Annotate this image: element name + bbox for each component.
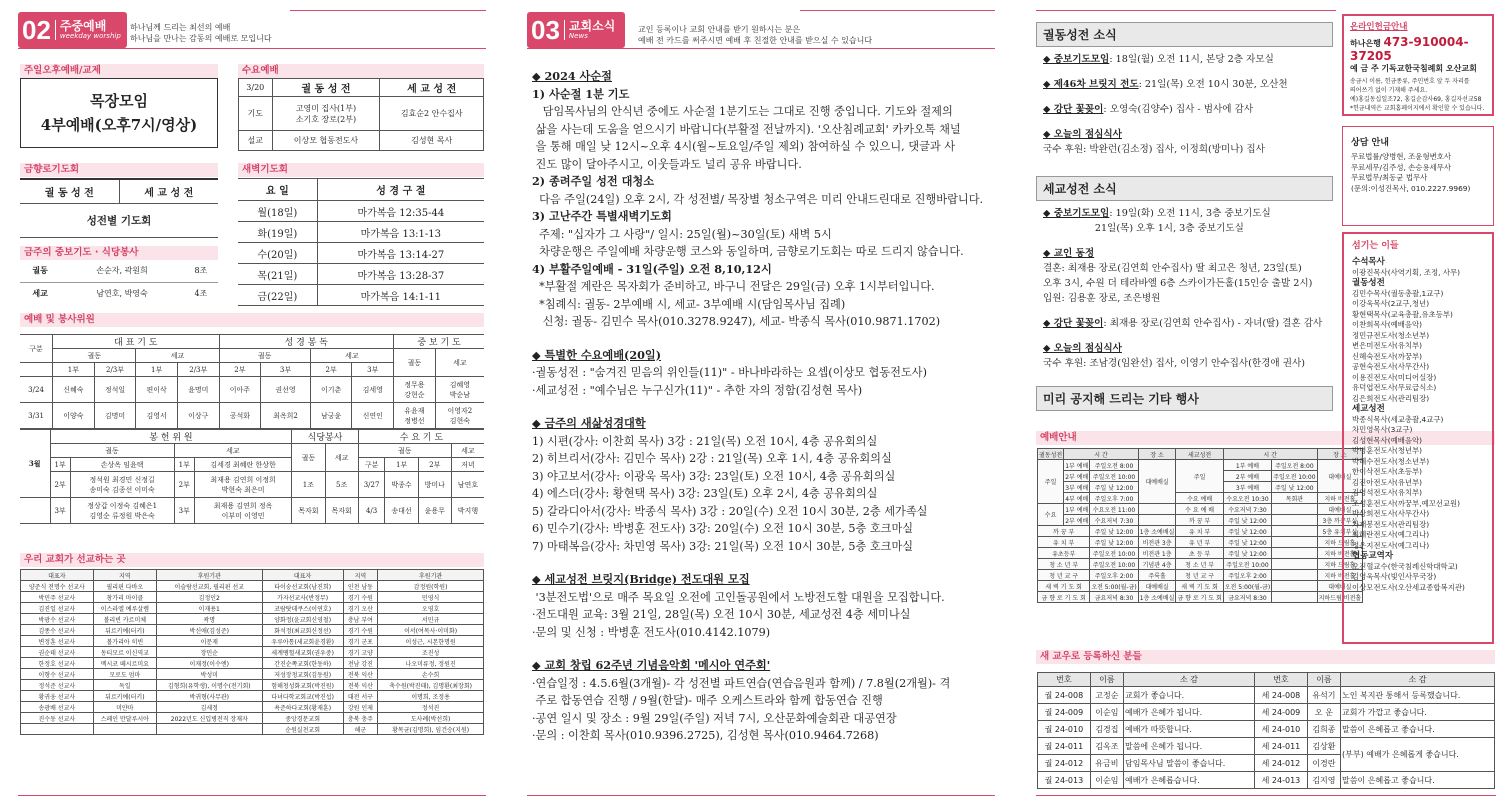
dawn-table: 요 일 성 경 구 절 월(18일) 마가복음 12:35-44 화(19일) 마가복음 13:1-13 수(20일) 마가복음 13:14-27 목(21일) 마가복음 13:28-37 금(22일) 마가복음 14:1-11 xyxy=(238,178,484,306)
section-heading: 우리 교회가 선교하는 곳 xyxy=(20,553,484,567)
dawn-passage: 마가복음 14:1-11 xyxy=(317,285,484,306)
dawn-row xyxy=(238,285,484,306)
divider xyxy=(800,10,995,11)
dawn-day: 목(21일) xyxy=(238,264,317,285)
divider xyxy=(290,10,486,11)
page-number: 02 xyxy=(22,14,51,45)
section-heading: 금향로기도회 xyxy=(20,163,218,177)
bong-table: 궐동 손순자, 곽원희 8조 세교 남연호, 박영숙 4조 xyxy=(20,260,218,304)
section-heading: 예배 및 봉사위원 xyxy=(20,313,484,327)
section-heading: 궐동성전 소식 xyxy=(1036,22,1333,47)
section-heading: 새 교우로 등록하신 분들 xyxy=(1036,650,1495,664)
dawn-row xyxy=(238,222,484,243)
divider xyxy=(1036,10,1336,11)
dawn-day: 수(20일) xyxy=(238,243,317,264)
section-heading: 금주의 중보기도 · 식당봉사 xyxy=(20,246,218,260)
dawn-day: 화(19일) xyxy=(238,222,317,243)
news-article: ◆ 2024 사순절 1) 사순절 1분 기도 담임목사님의 안식년 중에도 사순절 1분기도는 그대로 진행 중입니다. 기도와 절제의 삶을 사는데 도움을 얻으시기 바랍니다(부활절 전날까지). '오산침례교회' 카카오톡 채널 을 통해 매일 낮 12시~오후 4시(월~토요일/주일 제외) 참여하실 수 있으니, 댓글과 사 진도 많이 달아주시고, 이웃들과도 널리 공유 바랍니다. 2) 종려주일 성전 대청소 다음 주일(24일) 오후 2시, 각 성전별/ 목장별 청소구역은 미리 안내드린대로 진행바랍니다. 3) 고난주간 특별새벽기도회 주제: "십자가 그 사랑"/ 일시: 25일(월)~30일(토) 새벽 5시 차량운행은 주일예배 차량운행 코스와 동일하며, 금향로기도회는 따로 드리지 않습니다. 4) 부활주일예배 - 31일(주일) 오전 8,10,12시 *부활절 계란은 목자회가 준비하고, 바구니 전달은 29일(금) 오후 1시부터입니다. *침례식: 궐동- 2부예배 시, 세교- 3부예배 시(담임목사님 집례) 신청: 궐동- 김민수 목사(010.3278.9247), 세교- 박종식 목사(010.9871.1702) ◆ 특별한 수요예배(20일) ·궐동성전 : "숨겨진 믿음의 위인들(11)" - 바나바라하는 요셉(이상모 협동전도사) ·세교성전 : "예수님은 누구신가(11)" - 추한 자의 정함(김성현 목사) ◆ 금주의 새삶성경대학 1) 시편(강사: 이찬희 목사) 3강 : 21일(목) 오전 10시, 4층 공유회의실 2) 히브리서(강사: 김민수 목사) 2강 : 21일(목) 오후 1시, 4층 공유회의실 3) 야고보서(강사: 이광욱 목사) 3강: 23일(토) 오전 10시, 4층 공유회의실 4) 에스더(강사: 황현택 목사) 3강: 23일(토) 오후 2시, 4층 공유회의실 5) 갈라디아서(강사: 박종식 목사) 3강 : 20일(수) 오전 10시 30분, 2층 세가족실 6) 민수기(강사: 박병훈 전도사) 3강: 20일(수) 오전 10시 30분, 5층 호크마실 7) 마태복음(강사: 차민영 목사) 3강: 21일(목) 오전 10시 30분, 5층 호크마실 ◆ 세교성전 브릿지(Bridge) 전도대원 모집 '3분전도법'으로 매주 목요일 오전에 고인돌공원에서 노방전도할 대원을 모집합니다. ·전도대원 교육: 3월 21일, 28일(목) 오전 10시 30분, 세교성전 4층 세미나실 ·문의 및 신청 : 박병훈 전도사(010.4142.1079) ◆ 교회 창립 62주년 기념음악회 '메시아 연주회' ·연습일정 : 4.5.6월(3개월)- 각 성전별 파트연습(연습음원과 함께) / 7.8월(2개월)- 격 주로 합동연습 진행 / 9월(한달)- 매주 오케스트라와 함께 합동연습 진행 ·공연 일시 및 장소 : 9월 29일(주일) 저녁 7시, 오산문화예술회관 대공연장 ·문의 : 이찬희 목사(010.9396.2725), 김성현 목사(010.9464.7268) xyxy=(532,69,984,742)
page-subtitle: News xyxy=(568,31,588,40)
mission-table: 대표자 지역 후원기관 대표자 지역 후원기관 양준식 전명수 선교사 필리핀 다바오 이슬람선교회, 필리핀 선교 타이숭선교회(남진희) 인천 남동 감정원(학원) 박민주 선교사 창가리 마이클 김정인2 가자선교사(반정무) 경기 수원 민영식 김진일 선교사 이스라엘 예루살렘 이재용1 코람탓데쿠스(이연호) 경기 오산 오영호 박광수 선교사 볼리빈 카르미체 곽명 양화정(윤교회신영철) 충남 부여 서민규 김종수 선교사 뒤르키예(터키) 박신애(김성준) 화석정(최교회신정선) 경기 수원 이서(여목사·이미화) 변정훈 선교사 볼가리아 히빈 이문재 우루아통(세교회윤경환) 경기 군포 이성근, 시몬한명원 권순태 선교사 동티모르 이신역교 장민순 세계땡헐새교회(권우중) 경기 고양 조진성 한정호 선교사 멕시코 떼시르미요 이재정(이수엔) 간진순쪽교회(한동하) 전남 강진 나오미류정, 정원진 이형수 선교사 모로도 엄마 박성미 저성장청교회(김동원) 전북 익산 손수희 정석준 선교사 독일 김형희(유학생), 이명수(전기회) 험해청성화교회(박진원) 전북 익산 축수원(박진태), 김명환(최장회) 황귀웅 선교사 뒤르키예(터키) 박귀형(사무관) 다녀다학교회교(박진섭) 대전 서구 이명희, 조정용 송광배 선교사 미얀마 김세정 욕준하다교회(황재훈) 강원 인제 정석진 진수동 선교사 스페인 만달루시아 2022년도 신입병전직 장재자 중앙경문교회 충북 충주 도사례(박선희) 순원실천교회 해군 황목균(김명희), 임건승(지원) xyxy=(20,569,484,735)
section-heading: 주일오후예배/교제 xyxy=(20,64,218,78)
divider xyxy=(1036,795,1496,796)
divider xyxy=(527,48,995,49)
section-heading: 세교성전 소식 xyxy=(1036,176,1333,201)
page-intro: 하나님께 드리는 최선의 예배 하나님을 만나는 감동의 예배로 모입니다 xyxy=(130,23,272,43)
page-title: 주중예배 xyxy=(59,19,107,34)
dawn-row xyxy=(238,243,484,264)
staff-box: 섬기는 이들 수석목사 이광진목사(사역기획, 조정, 사무) 궐동성전 김민수목사(궐동총괄,1교구) 이강욱목사(2교구,청년) 황현택목사(교육총괄,유초등부) 이찬희목사(예배음악) 정민규전도사(청소년부) 변은미전도사(유치부) 신혜숙전도사(까꿍부) 공현숙전도사(사무간사) 이용진전도사(미디어실장) 유덕엽전도사(무료급식소) 김은희전도사(관리팀장) 세교성전 박종식목사(세교총괄,4교구) 차민영목사(3교구) 김성현목사(예배음악) 박병훈전도사(청년부) 박혜수전도사(청소년부) 한이삭전도사(초등부) 김진아전도사(유년부) 김영석전도사(유치부) 조성훈전도사(까꿍부,예꼬선교원) 박상희전도사(사무간사) 차재봉전도사(관리팀장) 최혜란전도사(예그리나) 정은지전도사(예그리나) 협동교역자 오진혈교수(한국침례신학대학교) 김영욱목사(빛인사무국장) 이상모전도사(오산세교종합복지관) xyxy=(1342,232,1494,644)
page-subtitle: weekday worship xyxy=(59,31,121,40)
section-badge-02 xyxy=(18,12,127,48)
worship-guide-table: 궐동성전 시 간 장 소 세교성전 시 간 장 소 주일 1부 예배 주일오전 8:00 대예배실 주일 1부 예배 주일오전 8:00 대예배실 2부 예배 주일오전 10:00 2부 예배 주일오전 10:00 3부 예배 주일 낮 12:00 3부 예배 주일 낮 12:00 4부 예배 주일오후 7:00 수요 예배 수요오전 10:30 목회관 지하 비전홀 수요 1부 예배 수요오전 11:00 수 요 예 배 수요저녁 7:30 대예배실 2부 예배 수요저녁 7:30 까 꿍 부 주일 낮 12:00 3층 까꿍부실 까 꿍 부 주일 낮 12:00 1층 소예배실 유 치 부 주일 낮 12:00 5층 유치부실 유 치 부 주일 낮 12:00 비전관 3층 유 년 부 주일 낮 12:00 지하 드림홀 유초등부 주일오전 10:00 비전관 1층 초 등 부 주일 낮 12:00 지하 비전홀 청 소 년 부 주일오전 10:00 기념관 4층 청 소 년 부 주일오전 10:00 지하 드림홀 청 년 교 구 주일오후 2:00 주룩홀 청 년 교 구 주일오후 2:00 지하 비전홀 새 벽 기 도 회 오전 5:00(월-금) 대예배실 새 벽 기 도 회 오전 5:00(월-금) 대예배실 금 향 로 기 도 회 금요저녁 8:30 1층 소예배실 금 향 로 기 도 회 금요저녁 8:30 지하드림/비전홀 xyxy=(1037,448,1334,603)
dawn-row xyxy=(238,264,484,285)
page-intro: 교인 등록이나 교회 안내를 받기 원하시는 분은 예배 전 카드를 써주시면 예배 후 친절한 안내를 받으실 수 있습니다 xyxy=(638,25,873,45)
friday-table: 궐 동 성 전 세 교 성 전 성전별 기도회 xyxy=(20,178,218,238)
afternoon-service-box: 목장모임 4부예배(오후7시/영상) xyxy=(20,78,218,148)
section-badge-03 xyxy=(527,12,625,48)
segyo-news: ◆ 중보기도모임: 19일(화) 오전 11시, 3층 중보기도실 21일(목) 오후 1시, 3층 중보기도실 ◆ 교인 동정 결혼: 최재용 장로(김연희 안수집사) 딸 최고은 청년, 23일(토) 오후 3시, 수원 더 테라바엘 6층 스카이가든홀(15인승 출발 2시) 입원: 김용훈 장로, 조은병원 ◆ 강단 꽃꽂이: 최재용 장로(김연희 안수집사) - 자녀(딸) 결혼 감사 ◆ 오늘의 점심식사 국수 후원: 조남경(임완선) 집사, 이영기 안수집사(한경애 권사) xyxy=(1043,208,1323,369)
section-heading: 수요예배 xyxy=(238,64,484,78)
section-heading: 새벽기도회 xyxy=(238,163,484,177)
section-heading: 예배안내 xyxy=(1036,431,1495,445)
dawn-passage: 마가복음 13:28-37 xyxy=(317,264,484,285)
guldong-news: ◆ 중보기도모임: 18일(월) 오전 11시, 본당 2층 자모실 ◆ 제46차 브릿지 전도: 21일(목) 오전 10시 30분, 오산천 ◆ 강단 꽃꽂이: 오영숙(김양수) 집사 - 범사에 감사 ◆ 오늘의 점심식사 국수 후원: 박완런(김소정) 집사, 이정희(방미나) 집사 xyxy=(1043,54,1288,155)
page-number: 03 xyxy=(531,14,560,45)
page-title: 교회소식 xyxy=(568,19,616,34)
divider xyxy=(18,795,486,796)
divider xyxy=(527,795,995,796)
dawn-passage: 마가복음 13:14-27 xyxy=(317,243,484,264)
dawn-day: 월(18일) xyxy=(238,201,317,222)
dawn-passage: 마가복음 13:1-13 xyxy=(317,222,484,243)
new-members-table: 번호 이름 소 감 번호 이름 소 감 궐 24-008 고정순 교회가 좋습니다. 세 24-008 유석기 노인 복지관 통해서 등록했습니다. 궐 24-009 이순임 예배가 은혜가 됩니다. 세 24-009 오 운 교회가 가깝고 좋습니다. 궐 24-010 김경집 예배가 따뜻합니다. 세 24-010 김희종 말씀이 은혜롭고 좋습니다. 궐 24-011 김옥조 말씀에 은혜가 됩니다. 세 24-011 김상환 (부부) 예배가 은혜롭게 좋습니다. 궐 24-012 유금비 담임목사님 말씀이 좋습니다. 세 24-012 이경란 궐 24-013 이순임 예배가 은혜롭습니다. 세 24-013 김지영 말씀이 은혜롭고 좋습니다. xyxy=(1037,672,1495,789)
online-offering-box: 온라인헌금안내 하나은행 473-910004-37205 예 금 주 기독교한국침례회 오산교회 송금시 이름, 헌금종류, 주민번호 앞 두 자리를 띄어쓰기 없이 기재해 주세요. 예)홍길동십일조72, 홍길순감사69, 홍길자선교58 *헌금내역은 교회홈페이지에서 확인할 수 있습니다. xyxy=(1342,14,1494,116)
dawn-day: 금(22일) xyxy=(238,285,317,306)
service-committee-table: 구분 대 표 기 도 성 경 봉 독 중 보 기 도 궐동 세교 궐동 세교 궐동 세교 1부 2/3부 1부 2/3부 2부 3부 2부 3부 3/24 신혜숙 정석일 편이삭 윤명미 이아주 권선영 이기춘 김세영 정무용 강현순 김혜영 박순남 3/31 이양숙 김명미 김영서 이상구 공석화 최옥희2 남궁윤 신연인 유윤재 정병선 이영자2 김현숙 3월 봉 헌 위 원 식당봉사 수 요 기 도 궐동 세교 궐동 세교 궐동 세교 1부 손상옥 임윤택 1부 김세경 최혜란 한상한 구분 1부 2부 저녁 2부 정석원 최경민 신정길 송미숙 김종선 이미숙 2부 최재용 김연희 이정희 박현숙 최은미 1조 5조 3/27 박종수 방미나 남연호 3부 정상갑 이정숙 김혜은1 김영순 류정원 박은숙 3부 최재용 김연희 정옥 이부미 이영민 목자회 목자회 4/3 송대선 윤용무 박지행 xyxy=(20,334,484,524)
dawn-row xyxy=(238,201,484,222)
dawn-passage: 마가복음 12:35-44 xyxy=(317,201,484,222)
section-heading: 미리 공지해 드리는 기타 행사 xyxy=(1036,386,1333,411)
wed-table: 3/20 궐 동 성 전 세 교 성 전 기도 고영미 집사(1부) 소기호 장로(2부) 김효순2 안수집사 설교 이상모 협동전도사 김성현 목사 xyxy=(238,78,484,151)
consulting-box: 상담 안내 무료법률/양병현, 조윤형변호사 무료세무/김주성, 손승용세무사 무료법무/최동균 법무사 (문의:이성진목사, 010.2227.9969) xyxy=(1342,126,1494,226)
divider xyxy=(18,48,486,49)
